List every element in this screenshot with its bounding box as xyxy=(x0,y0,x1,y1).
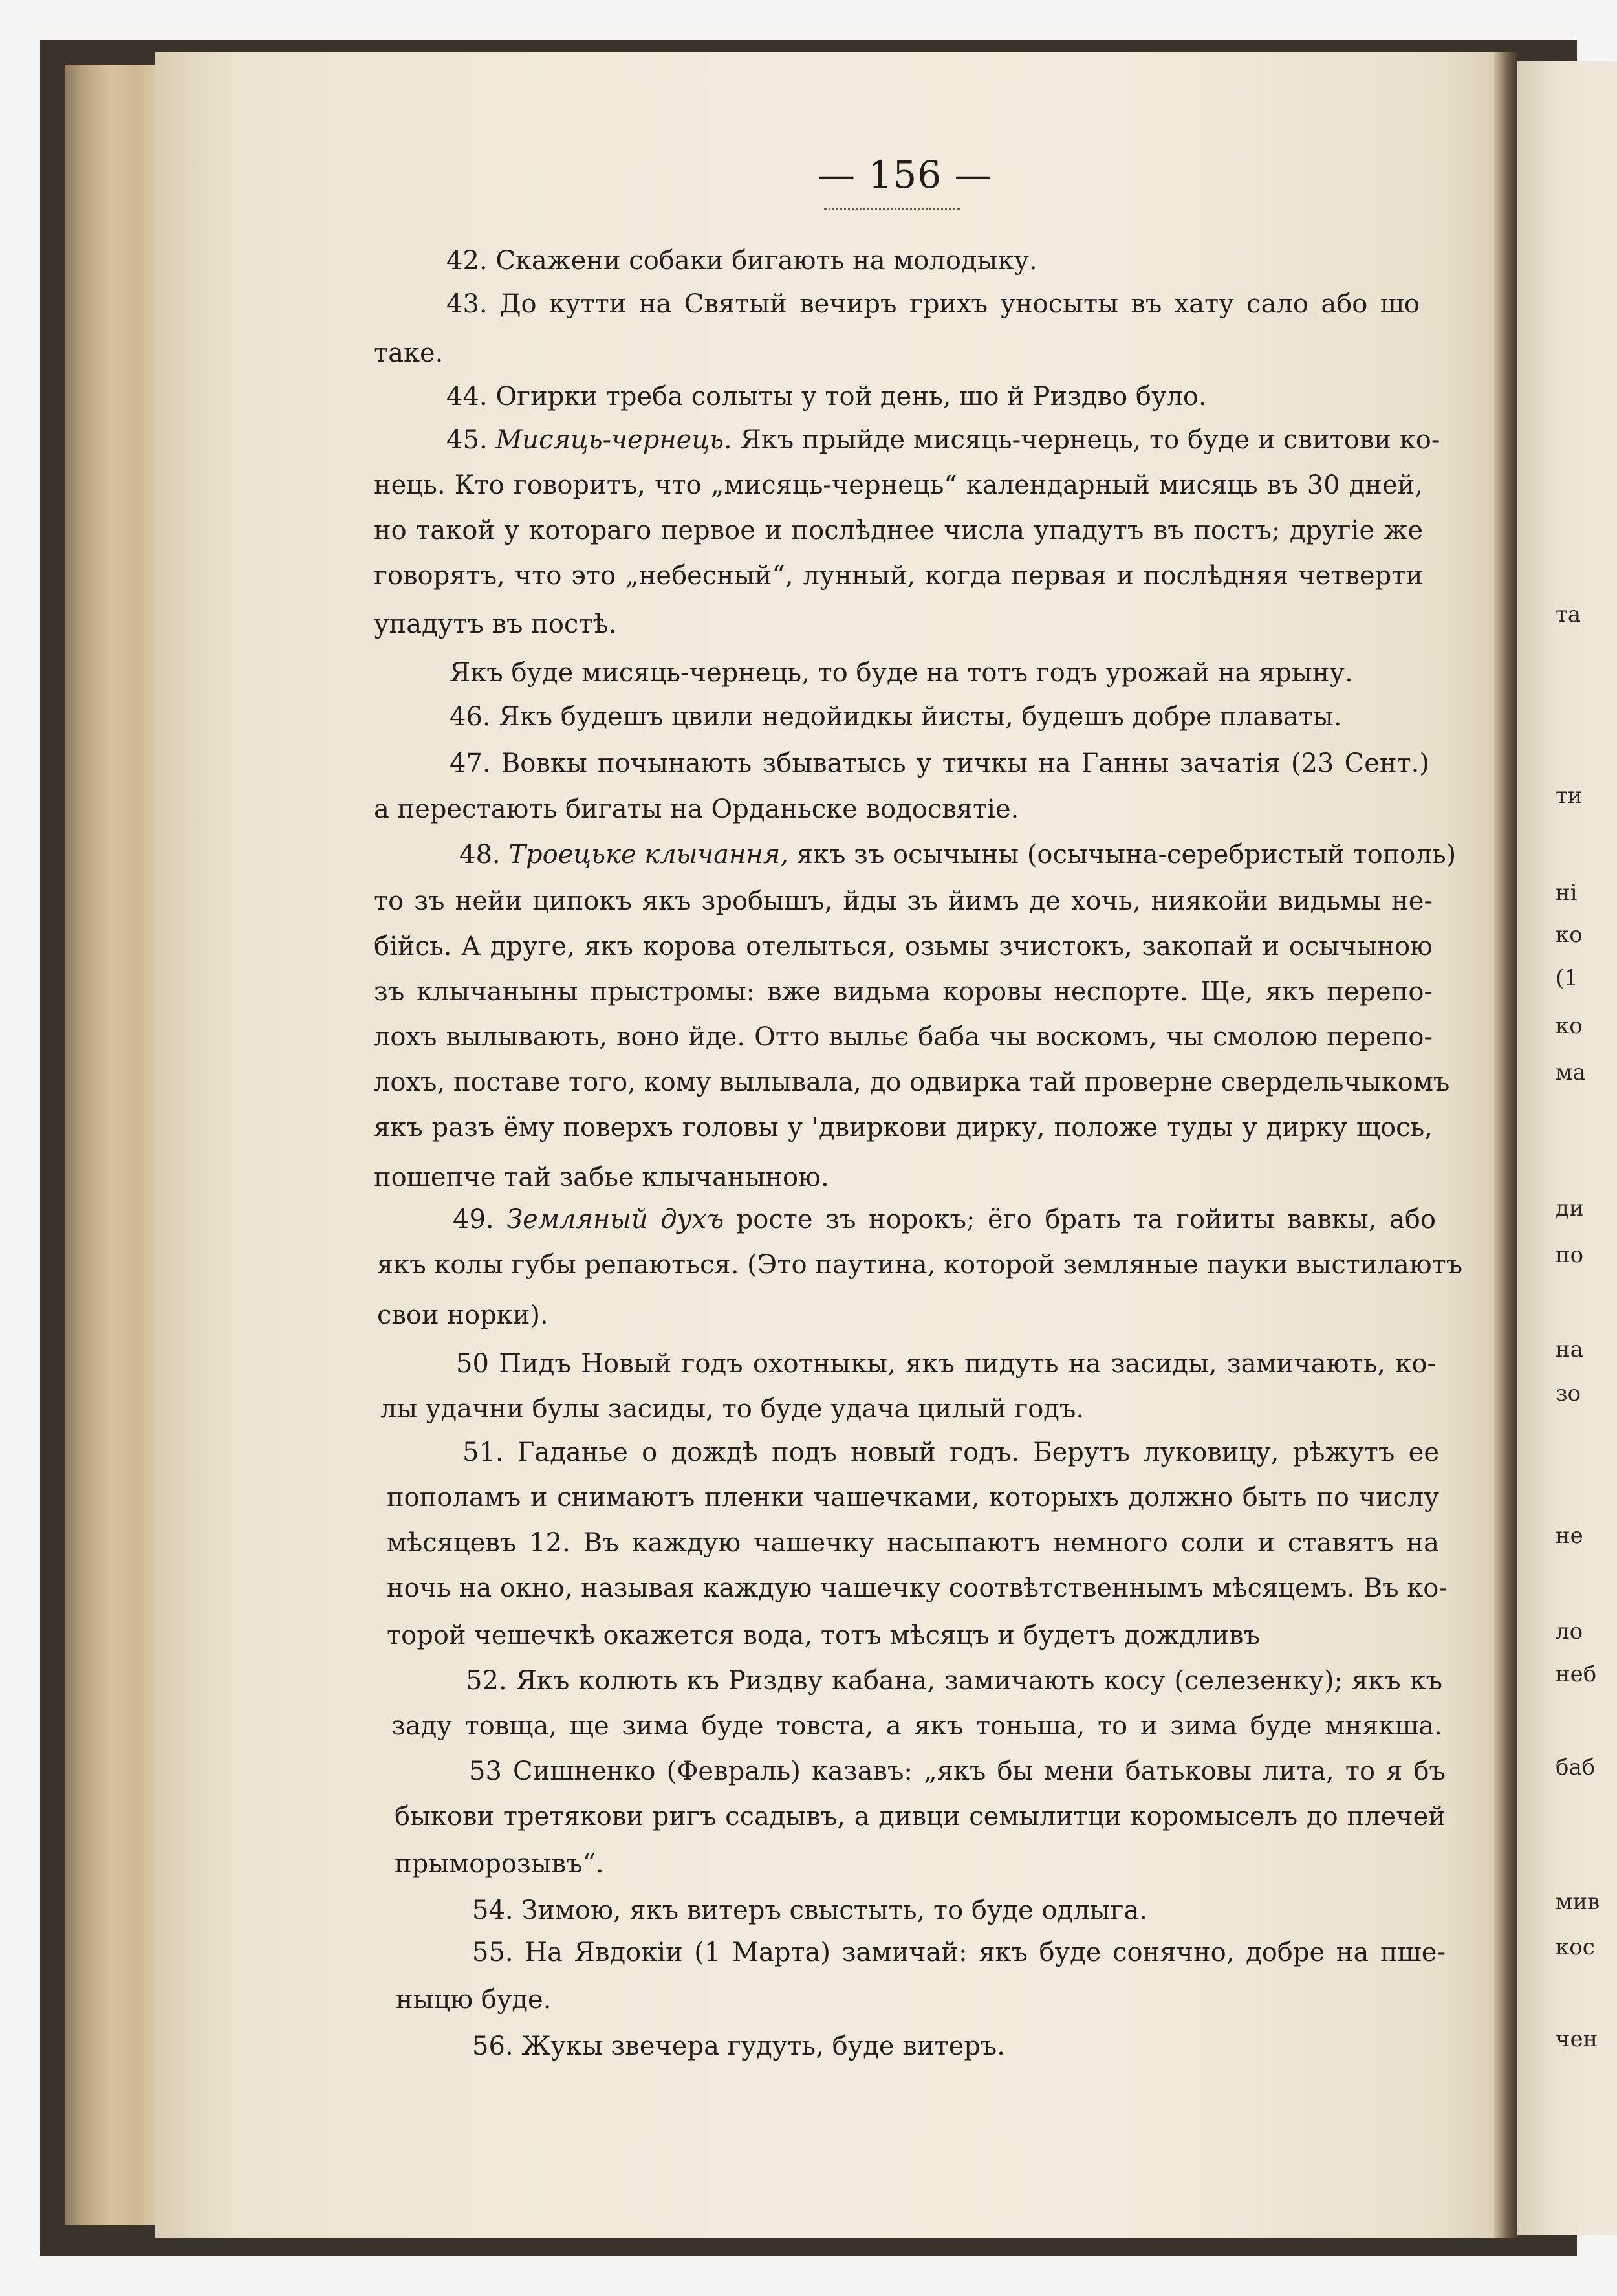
paragraph-title: Мисяць-чернець. xyxy=(495,425,732,455)
facing-page-fragment: баб xyxy=(1556,1755,1596,1780)
paragraph-title: Земляный духъ xyxy=(506,1205,724,1234)
text-line: 52. Якъ колють къ Риздву кабана, замичають косу (селезенку); якъ къ xyxy=(466,1666,1442,1696)
text-line: таке. xyxy=(374,338,444,368)
paragraph-title: Троецьке клычання, xyxy=(508,840,788,869)
paragraph-first-line xyxy=(459,840,1457,869)
book-gutter xyxy=(1494,52,1520,2238)
facing-page-fragment: чен xyxy=(1556,2026,1598,2052)
facing-page-fragment: на xyxy=(1556,1337,1583,1362)
facing-page-fragment: (1 xyxy=(1556,965,1578,991)
paragraph-text: Якъ прыйде мисяць-чернець, то буде и свитови ко- xyxy=(740,425,1440,455)
paragraph-number: 48. xyxy=(459,840,501,869)
facing-page-fragment: зо xyxy=(1556,1381,1581,1406)
facing-page-fragment: ко xyxy=(1556,922,1583,948)
text-line: лохъ, поставе того, кому вылывала, до одвирка тай проверне свердельчыкомъ xyxy=(374,1067,1450,1097)
facing-page-fragment: ма xyxy=(1556,1060,1586,1086)
text-line: зъ клычаныны прыстромы: вже видьма коровы неспорте. Ще, якъ перепо- xyxy=(374,977,1433,1007)
text-line: 53 Сишненко (Февраль) казавъ: „якъ бы мени батьковы лита, то я бъ xyxy=(469,1756,1446,1786)
facing-page-fragment: неб xyxy=(1556,1661,1597,1687)
text-line: торой чешечкѣ окажется вода, тотъ мѣсяцъ и будетъ дождливъ xyxy=(387,1621,1260,1650)
paragraph-number: 49. xyxy=(453,1205,494,1234)
text-line: 43. До кутти на Святый вечиръ грихъ уносыты въ хату сало або шо xyxy=(446,289,1420,319)
facing-page-fragment: ло xyxy=(1556,1619,1583,1645)
text-line: 55. На Явдокіи (1 Марта) замичай: якъ буде сонячно, добре на пше- xyxy=(472,1938,1446,1967)
text-line: то зъ нейи ципокъ якъ зробышъ, йды зъ йимъ де хочь, ниякойи видьмы не- xyxy=(374,886,1433,916)
facing-page-fragment: мив xyxy=(1556,1889,1600,1915)
paragraph-first-line xyxy=(453,1205,1436,1234)
text-line: а перестають бигаты на Орданьске водосвятіе. xyxy=(374,794,1019,824)
paragraph-text: росте зъ норокъ; ёго брать та гойиты вавкы, або xyxy=(736,1205,1437,1234)
facing-page-fragment: по xyxy=(1556,1242,1584,1268)
text-line: 56. Жукы звечера гудуть, буде витеръ. xyxy=(472,2031,1006,2061)
text-line: 51. Гаданье о дождѣ подъ новый годъ. Берутъ луковицу, рѣжутъ ее xyxy=(462,1438,1439,1467)
facing-page-fragment: кос xyxy=(1556,1934,1595,1960)
text-line: ночь на окно, называя каждую чашечку соотвѣтственнымъ мѣсяцемъ. Въ ко- xyxy=(387,1573,1448,1603)
text-line: 46. Якъ будешъ цвили недойидкы йисты, будешъ добре плаваты. xyxy=(450,702,1342,732)
text-line: пополамъ и снимаютъ пленки чашечками, которыхъ должно быть по числу xyxy=(387,1483,1439,1513)
text-line: 47. Вовкы почынають збыватысь у тичкы на Ганны зачатія (23 Сент.) xyxy=(450,749,1429,778)
text-line: быкови третякови ригъ ссадывъ, а дивци семылитци коромыселъ до плечей xyxy=(395,1802,1446,1831)
page-stack-edge xyxy=(65,65,168,2225)
text-line: якъ разъ ёму поверхъ головы у 'двиркови дирку, положе туды у дирку щось, xyxy=(374,1113,1433,1143)
text-line: лохъ вылывають, воно йде. Отто выльє баба чы воскомъ, чы смолою перепо- xyxy=(374,1022,1433,1052)
text-line: нець. Кто говоритъ, что „мисяць-чернець“ календарный мисяць въ 30 дней, xyxy=(374,470,1423,500)
text-line: свои норки). xyxy=(377,1300,548,1330)
text-line: заду товща, ще зима буде товста, а якъ тоньша, то и зима буде мнякша. xyxy=(391,1711,1442,1741)
page-number: — 156 — xyxy=(818,153,993,197)
text-line: лы удачни булы засиды, то буде удача цилый годъ. xyxy=(380,1394,1085,1424)
text-line: Якъ буде мисяць-чернець, то буде на тотъ годъ урожай на ярыну. xyxy=(450,658,1353,688)
page-number-ornament xyxy=(824,208,960,212)
text-line: 42. Скажени собаки бигають на молодыку. xyxy=(446,246,1037,276)
facing-page-fragment: ди xyxy=(1556,1196,1584,1221)
text-line: 50 Пидъ Новый годъ охотныкы, якъ пидуть на засиды, замичають, ко- xyxy=(456,1349,1436,1379)
facing-page-fragment: не xyxy=(1556,1523,1583,1549)
text-line: якъ колы губы репаються. (Это паутина, которой земляные пауки выстилаютъ xyxy=(377,1250,1463,1280)
paragraph-first-line xyxy=(446,425,1440,455)
text-line: 44. Огирки треба солыты у той день, шо й Риздво було. xyxy=(446,382,1207,411)
text-line: говорятъ, что это „небесный“, лунный, когда первая и послѣдняя четверти xyxy=(374,561,1423,591)
text-line: 54. Зимою, якъ витеръ свыстыть, то буде одлыга. xyxy=(472,1896,1148,1925)
text-line: пошепче тай забье клычаныною. xyxy=(374,1163,829,1192)
paragraph-text: якъ зъ осычыны (осычына-серебристый тополь) xyxy=(796,840,1457,869)
text-line: упадутъ въ постѣ. xyxy=(374,609,617,639)
text-line: мѣсяцевъ 12. Въ каждую чашечку насыпаютъ немного соли и ставятъ на xyxy=(387,1528,1439,1558)
text-line: но такой у котораго первое и послѣднее числа упадутъ въ постъ; другіе же xyxy=(374,516,1423,545)
facing-page-fragment: та xyxy=(1556,602,1581,628)
text-line: бійсь. А друге, якъ корова отелыться, озьмы зчистокъ, закопай и осычыною xyxy=(374,932,1433,961)
paragraph-number: 45. xyxy=(446,425,488,455)
text-line: ныцю буде. xyxy=(396,1985,552,2015)
text-line: прыморозывъ“. xyxy=(395,1849,604,1879)
facing-page-fragment: ко xyxy=(1556,1013,1583,1039)
facing-page-fragment: ні xyxy=(1556,880,1578,906)
facing-page-fragment: ти xyxy=(1556,783,1583,809)
